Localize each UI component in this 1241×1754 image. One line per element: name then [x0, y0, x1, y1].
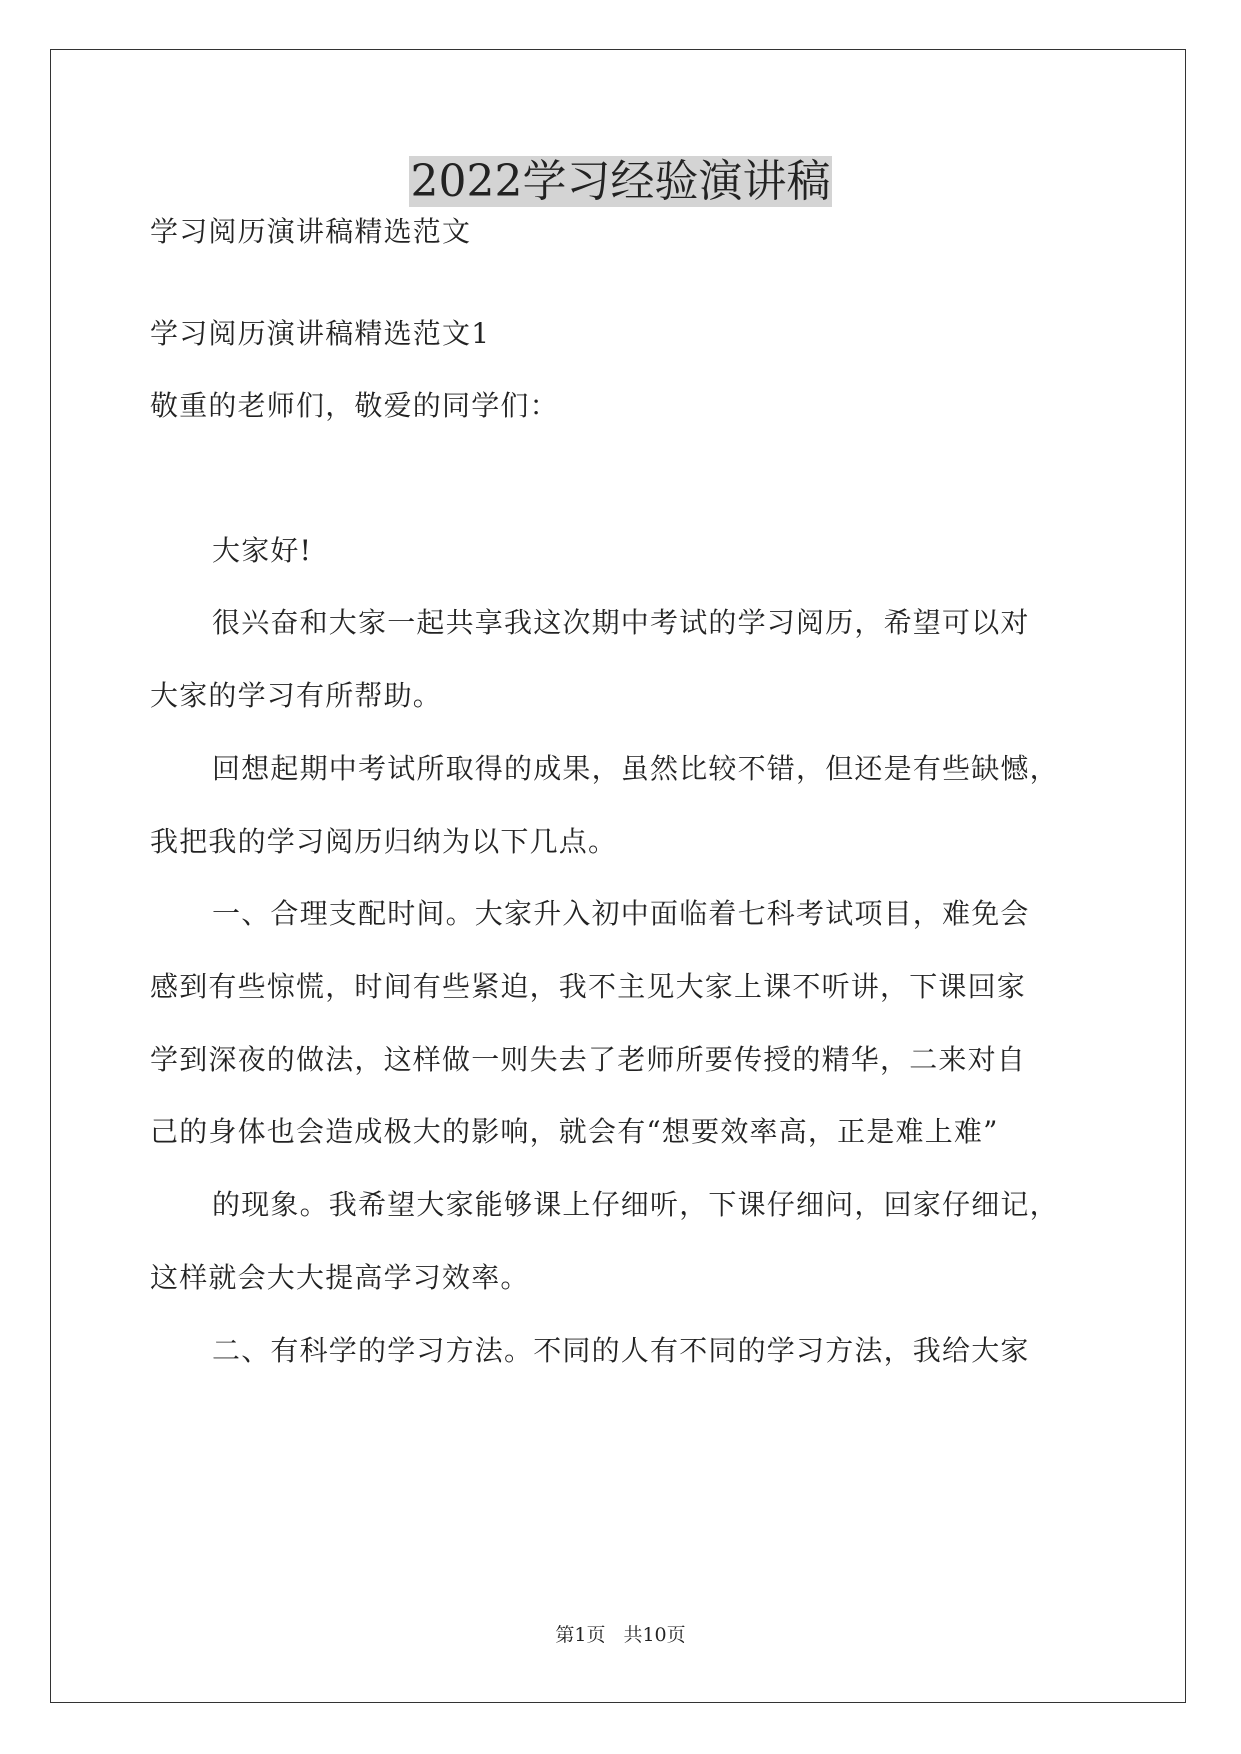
body-line: 二、有科学的学习方法。不同的人有不同的学习方法，我给大家: [212, 1334, 1030, 1367]
body-line: 回想起期中考试所取得的成果，虽然比较不错，但还是有些缺憾，: [212, 752, 1059, 785]
page-border: [50, 49, 1186, 1703]
body-line: 一、合理支配时间。大家升入初中面临着七科考试项目，难免会: [212, 897, 1030, 930]
document-title-text: 2022学习经验演讲稿: [410, 156, 831, 207]
body-line: 大家的学习有所帮助。: [150, 679, 443, 712]
page-footer: [0, 1622, 1241, 1648]
body-line: 的现象。我希望大家能够课上仔细听，下课仔细问，回家仔细记，: [212, 1188, 1059, 1221]
body-line: 我把我的学习阅历归纳为以下几点。: [150, 825, 618, 858]
body-line: 感到有些惊慌，时间有些紧迫，我不主见大家上课不听讲，下课回家: [150, 970, 1027, 1003]
body-line: 很兴奋和大家一起共享我这次期中考试的学习阅历，希望可以对: [212, 606, 1030, 639]
salutation-line: 敬重的老师们，敬爱的同学们：: [150, 389, 559, 422]
page-total: 共10页: [623, 1624, 686, 1646]
subtitle-line: 学习阅历演讲稿精选范文: [150, 215, 472, 248]
body-line: 己的身体也会造成极大的影响，就会有“想要效率高，正是难上难”: [150, 1115, 999, 1148]
body-line: 这样就会大大提高学习效率。: [150, 1261, 530, 1294]
body-line: 大家好!: [212, 534, 313, 567]
page-number: 第1页: [555, 1624, 606, 1646]
subtitle-line: 学习阅历演讲稿精选范文1: [150, 317, 491, 350]
body-line: 学到深夜的做法，这样做一则失去了老师所要传授的精华，二来对自: [150, 1043, 1027, 1076]
document-title: [0, 152, 1241, 212]
